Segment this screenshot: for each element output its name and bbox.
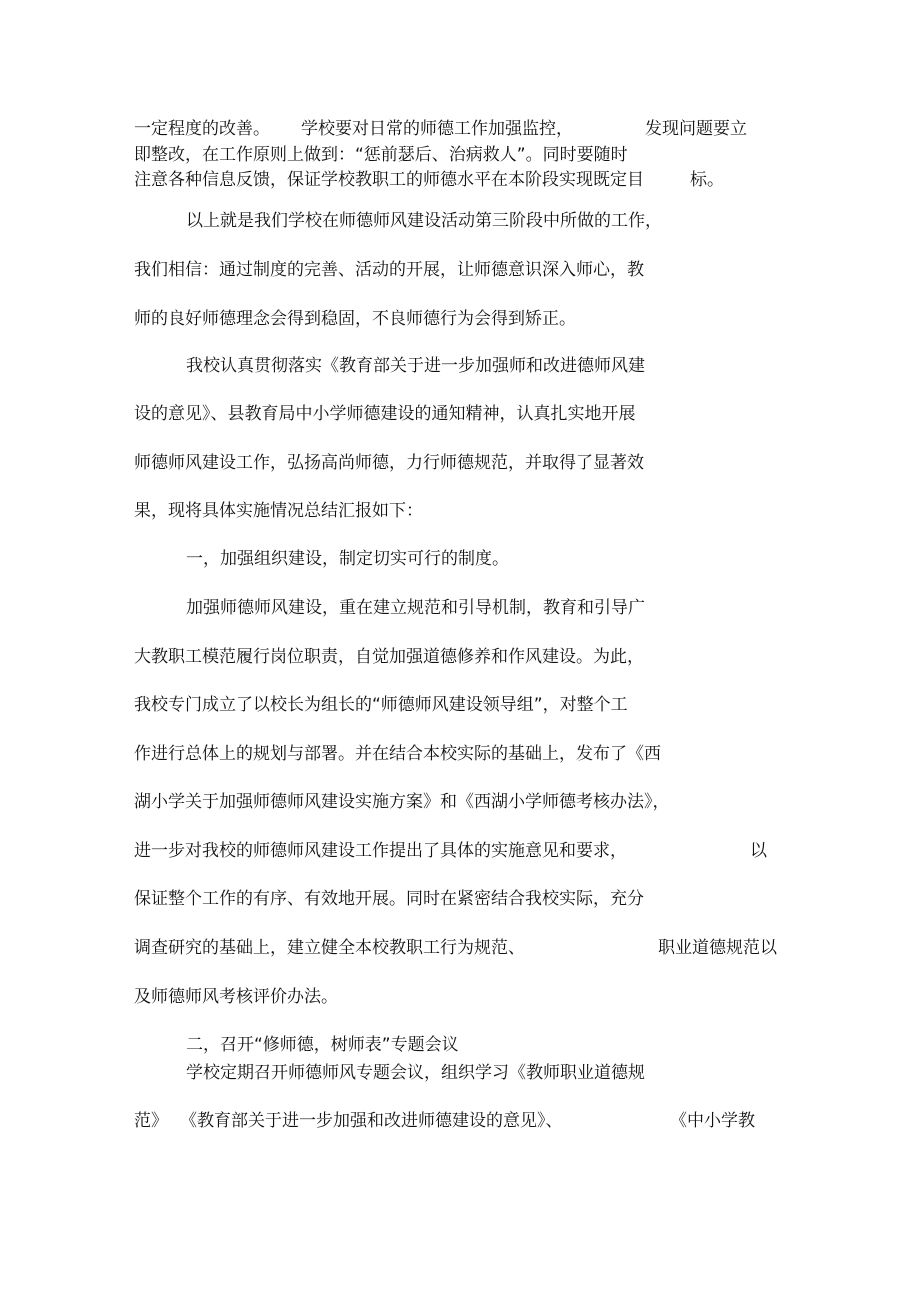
text-line: 湖小学关于加强师德师风建设实施方案》和《西湖小学师德考核办法》， <box>134 792 670 812</box>
text-line: 以 <box>750 841 767 861</box>
text-line: 学校定期召开师德师风专题会议，组织学习《教师职业道德规 <box>186 1063 645 1083</box>
section-heading: 二，召开“修师德，树师表”专题会议 <box>186 1035 459 1055</box>
section-heading: 一，加强组织建设，制定切实可行的制度。 <box>186 549 509 569</box>
text-line: 师的良好师德理念会得到稳固，不良师德行为会得到矫正。 <box>134 309 576 329</box>
text-line: 标。 <box>690 170 724 190</box>
text-line: 我们相信：通过制度的完善、活动的开展，让师德意识深入师心，教 <box>134 260 644 280</box>
text-line: 我校专门成立了以校长为组长的“师德师风建设领导组”，对整个工 <box>134 695 628 715</box>
text-line: 师德师风建设工作，弘扬高尚师德，力行师德规范，并取得了显著效 <box>134 453 644 473</box>
text-line: 加强师德师风建设，重在建立规范和引导机制，教育和引导广 <box>186 598 645 618</box>
text-line: 以上就是我们学校在师德师风建设活动第三阶段中所做的工作， <box>186 211 662 231</box>
text-line: 范》 <box>134 1111 168 1131</box>
text-line: 果，现将具体实施情况总结汇报如下： <box>134 501 423 521</box>
text-line: 职业道德规范以 <box>658 938 777 958</box>
text-line: 保证整个工作的有序、有效地开展。同时在紧密结合我校实际，充分 <box>134 889 644 909</box>
text-line: 《中小学教 <box>670 1111 755 1131</box>
text-line: 大教职工模范履行岗位职责，自觉加强道德修养和作风建设。为此， <box>134 647 644 667</box>
text-line: 作进行总体上的规划与部署。并在结合本校实际的基础上，发布了《西 <box>134 744 661 764</box>
text-line: 调查研究的基础上，建立健全本校教职工行为规范、 <box>134 938 525 958</box>
text-line: 我校认真贯彻落实《教育部关于进一步加强师和改进德师风建 <box>186 356 645 376</box>
text-line: 及师德师风考核评价办法。 <box>134 987 338 1007</box>
text-line: 发现问题要立 <box>645 119 747 139</box>
text-line: 即整改，在工作原则上做到：“惩前瑟后、治病救人”。同时要随时 <box>134 145 628 165</box>
text-line: 一定程度的改善。 <box>134 119 270 139</box>
text-line: 进一步对我校的师德师风建设工作提出了具体的实施意见和要求， <box>134 841 627 861</box>
text-line: 《教育部关于进一步加强和改进师德建设的意见》、 <box>180 1111 563 1131</box>
text-line: 学校要对日常的师德工作加强监控， <box>301 119 573 139</box>
text-line: 注意各种信息反馈，保证学校教职工的师德水平在本阶段实现既定目 <box>134 170 644 190</box>
text-line: 设的意见》、县教育局中小学师德建设的通知精神，认真扎实地开展 <box>134 404 636 424</box>
